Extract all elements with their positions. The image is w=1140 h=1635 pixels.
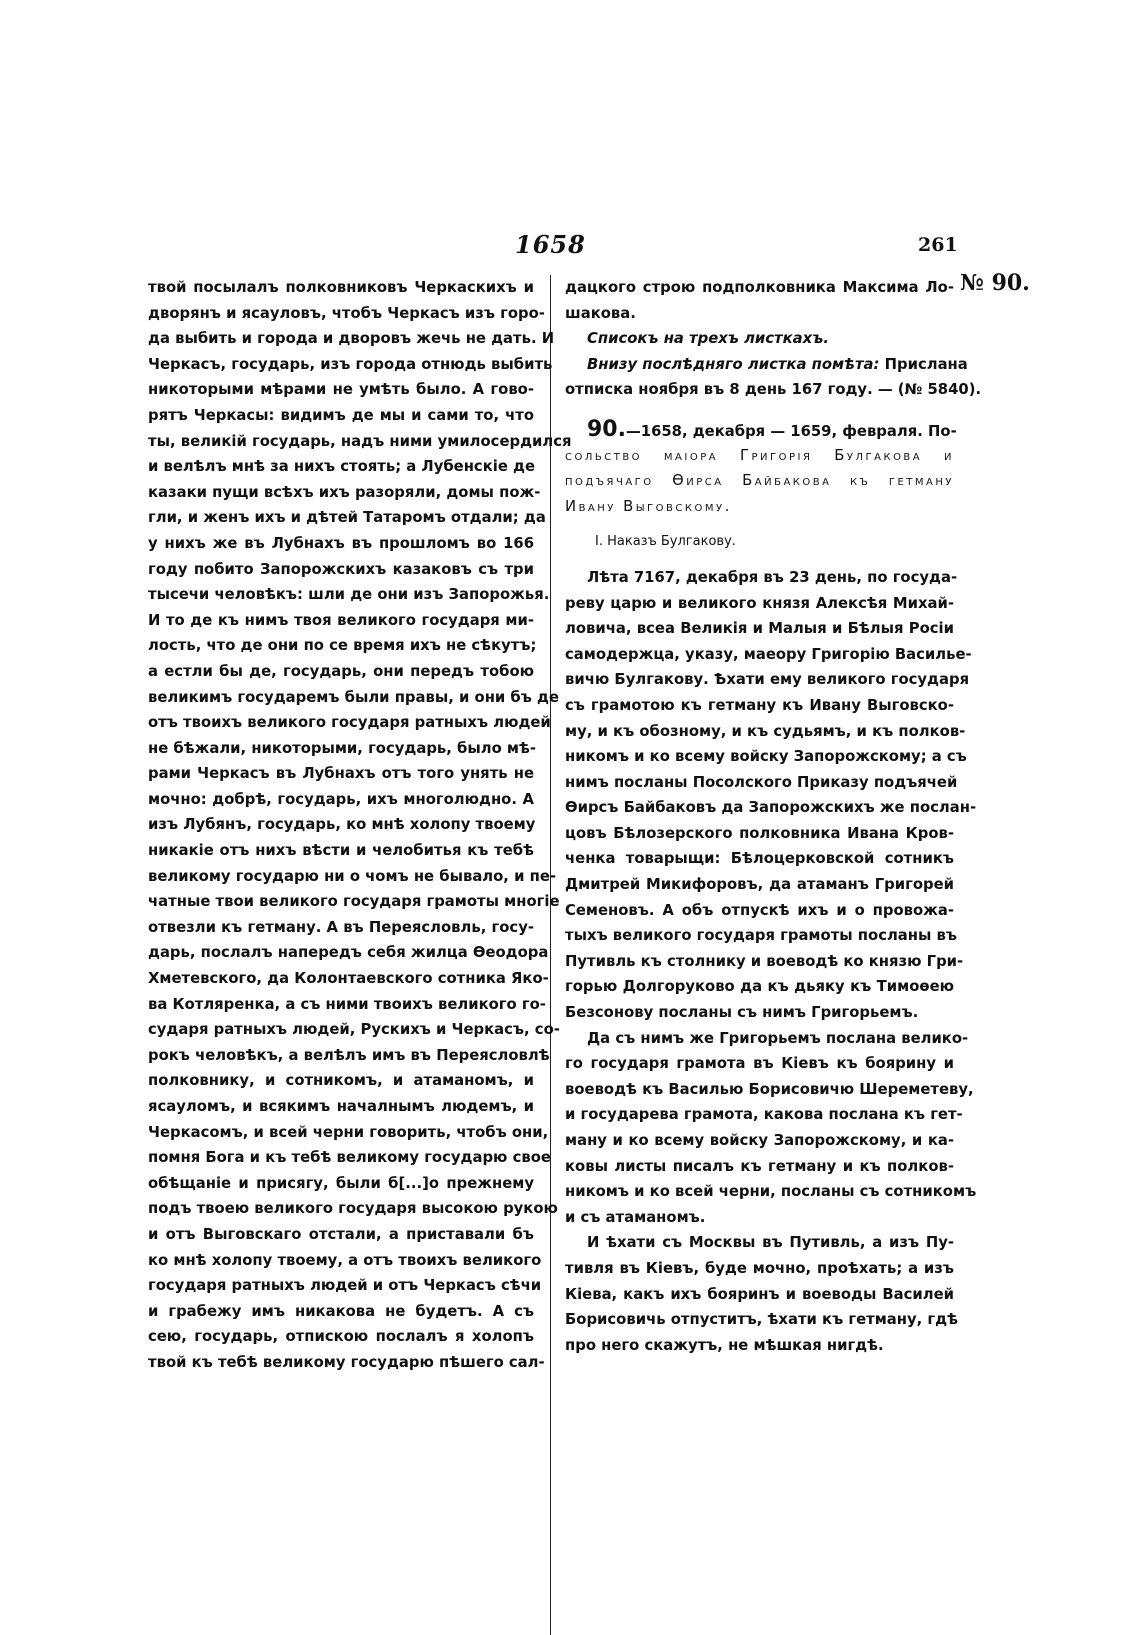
left-text-line: тысечи человѣкъ: шли де они изъ Запорожья. [148,586,550,604]
document-title-start: По- [928,422,957,440]
mark-note [565,352,968,378]
intro-line: дацкого строю подполковника Максима Ло- [565,279,954,296]
body-line: нимъ посланы Посолского Приказу подъячей [565,773,958,791]
left-text-line: полковнику, и сотникомъ, и атаманомъ, и [148,1072,534,1090]
left-text-line: великимъ государемъ были правы, и они бъ де [148,688,560,706]
left-text-line: никакіе отъ нихъ вѣсти и челобитья къ тебѣ [148,842,534,860]
left-text-line: подъ твоею великого государя высокою рукою [148,1200,558,1218]
body-line: Кіева, какъ ихъ бояринъ и воеводы Василей [565,1285,954,1303]
left-text-line: И то де къ нимъ твоя великого государя ми- [148,611,534,629]
left-text-line: чатные твои великого государя грамоты многіе [148,893,560,911]
body-line: Семеновъ. А объ отпускѣ ихъ и о провожа- [565,901,954,919]
body-line: ченка товарыщи: Бѣлоцерковской сотникъ [565,850,954,868]
left-text-line: великому государю ни о чомъ не бывало, и пе- [148,867,556,885]
body-line: и государева грамота, какова послана къ гет- [565,1106,963,1124]
body-line: горью Долгоруково да къ дьяку къ Тимоѳею [565,978,954,996]
page-number: 261 [918,234,958,256]
left-text-line: сею, государь, отпискою послалъ я холопъ [148,1328,534,1346]
title-line: подъячаго Ѳирса Байбакова къ гетману [565,472,954,490]
left-text-line: и отъ Выговскаго отстали, а приставали бъ [148,1225,534,1243]
margin-document-number: № 90. [960,270,1030,296]
left-text-line: дворянъ и ясауловъ, чтобъ Черкасъ изъ горо- [148,304,545,322]
body-line: тыхъ великого государя грамоты посланы въ [565,927,958,945]
left-text-line: рами Черкасъ въ Лубнахъ отъ того унять не [148,765,534,783]
left-text-line: изъ Лубянъ, государь, ко мнѣ холопу твоему [148,816,536,834]
body-line: Дмитрей Микифоровъ, да атаманъ Григорей [565,876,954,894]
note-sheets: Списокъ на трехъ листкахъ. [587,330,829,348]
body-line: съ грамотою къ гетману къ Ивану Выговско- [565,696,954,714]
left-text-line: Черкасъ, государь, изъ города отнюдь выбить [148,355,553,373]
mark-note-2 [565,377,982,403]
document-heading [565,416,957,519]
left-text-line: мочно: добрѣ, государь, ихъ многолюдно. А [148,790,534,808]
body-line: Ѳирсъ Байбаковъ да Запорожскихъ же послан- [565,799,977,817]
left-text-line: твой къ тебѣ великому государю пѣшего сал- [148,1353,545,1371]
left-text-line: рокъ человѣкъ, а велѣлъ имъ въ Переясловлѣ [148,1046,550,1064]
subheading: I. Наказъ Булгакову. [595,534,736,550]
left-text-line: году побито Запорожскихъ казаковъ съ три [148,560,534,578]
body-line: про него скажутъ, не мѣшкая нигдѣ. [565,1336,884,1354]
body-line: воеводѣ къ Василью Борисовичю Шереметеву, [565,1080,974,1098]
left-text-line: гли, и женъ ихъ и дѣтей Татаромъ отдали; да [148,509,546,527]
left-text-line: ва Котляренка, а съ ними твоихъ великого го- [148,995,546,1013]
left-text-line: рятъ Черкасы: видимъ де мы и сами то, что [148,406,534,424]
body-line: Путивль къ столнику и воеводѣ ко князю Гри- [565,952,964,970]
body-line: И ѣхати съ Москвы въ Путивль, а изъ Пу- [587,1234,954,1252]
body-line: и съ атаманомъ. [565,1208,706,1226]
left-text-line: Хметевского, да Колонтаевского сотника Яко- [148,970,549,988]
left-text-line: государя ратныхъ людей и отъ Черкасъ сѣчи [148,1277,542,1295]
left-column [148,275,572,1376]
left-text-line: у нихъ же въ Лубнахъ въ прошломъ во 166 [148,534,534,552]
body-line: го государя грамота въ Кіевъ къ боярину и [565,1055,954,1073]
left-text-line: да выбить и города и дворовъ жечь не дать. И [148,330,555,348]
title-line: Ивану Выговскому. [565,497,732,515]
left-text-line: лость, что де они по се время ихъ не сѣкутъ; [148,637,537,655]
page-header [0,230,1140,270]
list-note [565,326,954,352]
mark-text-2: отписка ноября въ 8 день 167 году. — (№ 5840). [565,381,982,399]
title-line: сольство маіора Григорія Булгакова и [565,446,954,464]
body-line: самодержца, указу, маеору Григорію Василье- [565,645,972,663]
left-text-line: сударя ратныхъ людей, Рускихъ и Черкасъ, со- [148,1021,560,1039]
left-text-line: Черкасомъ, и всей черни говорить, чтобъ они, [148,1123,549,1141]
intro-line: шакова. [565,304,636,322]
page-year: 1658 [515,230,586,259]
left-text-line: никоторыми мѣрами не умѣть было. А гово- [148,381,534,399]
left-text-line: помня Бога и къ тебѣ великому государю свое [148,1149,551,1167]
body-line: тивля въ Кіевъ, буде мочно, проѣхать; а изъ [565,1259,954,1277]
column-divider [550,275,551,1635]
body-line: Безсонову посланы съ нимъ Григорьемъ. [565,1004,919,1022]
left-text-line: обѣщаніе и присягу, были б[...]о прежнему [148,1174,534,1192]
body-line: цовъ Бѣлозерского полковника Ивана Кров- [565,824,954,842]
left-text-line: и велѣлъ мнѣ за нихъ стоять; а Лубенскіе де [148,458,535,476]
body-line: ману и ко всему войску Запорожскому, и ка- [565,1132,954,1149]
left-text-line: отвезли къ гетману. А въ Переясловль, госу- [148,918,534,936]
body-line: реву царю и великого князя Алексѣя Михай- [565,594,954,612]
body-line: ковы листы писалъ къ гетману и къ полков- [565,1157,954,1175]
body-line: Борисовичь отпуститъ, ѣхати къ гетману, гдѣ [565,1311,958,1329]
heading-line-1 [565,416,957,443]
left-text-line: ты, великій государь, надъ ними умилосердился [148,432,572,450]
left-text-line: не бѣжали, никоторыми, государь, было мѣ- [148,739,537,757]
left-text-line: ко мнѣ холопу твоему, а отъ твоихъ великого [148,1251,542,1269]
body-line: Лѣта 7167, декабря въ 23 день, по госуда- [587,568,958,586]
document-number: 90. [587,416,626,442]
right-column [565,275,982,1358]
body-line: ловича, всеа Великія и Малыя и Бѣлыя Росіи [565,620,954,638]
left-text-line: ясауломъ, и всякимъ началнымъ людемъ, и [148,1098,534,1115]
body-line: никомъ и ко всему войску Запорожскому; а съ [565,748,967,766]
mark-label: Внизу послѣдняго листка помѣта: [587,355,880,373]
left-text-line: казаки пущи всѣхъ ихъ разоряли, домы пож- [148,483,541,501]
document-dates: —1658, декабря — 1659, февраля. [625,422,923,440]
body-line: му, и къ обозному, и къ судьямъ, и къ полков- [565,722,966,740]
left-text-line: и грабежу имъ никакова не будетъ. А съ [148,1302,534,1320]
left-text-line: а естли бы де, государь, они передъ тобою [148,662,534,680]
mark-text-1: Прислана [884,355,968,373]
body-line: никомъ и ко всей черни, посланы съ сотникомъ [565,1183,977,1201]
left-text-line: твой посылалъ полковниковъ Черкаскихъ и [148,279,534,296]
left-text-line: отъ твоихъ великого государя ратныхъ людей [148,714,551,732]
body-line: вичю Булгакову. Ѣхати ему великого государя [565,671,970,689]
body-line: Да съ нимъ же Григорьемъ послана велико- [587,1029,969,1047]
left-text-line: дарь, послалъ напередъ себя жилца Ѳеодора [148,944,549,962]
